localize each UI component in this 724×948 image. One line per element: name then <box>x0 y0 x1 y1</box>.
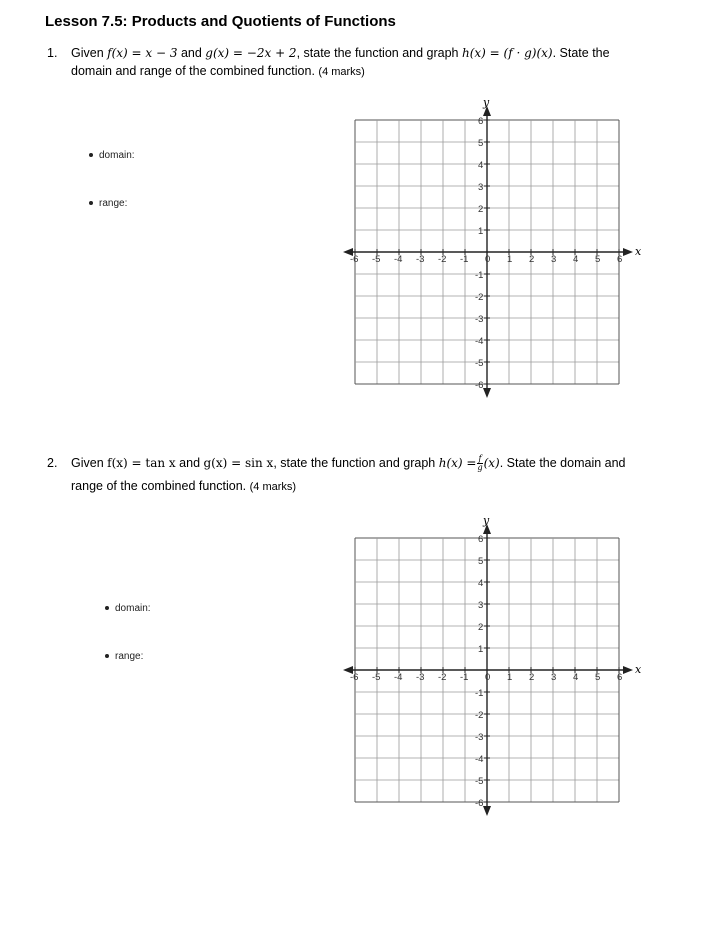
q-text: . State the domain and <box>499 456 626 470</box>
y-tick-label: 1 <box>478 226 484 237</box>
q-text: range of the combined function. <box>71 479 247 493</box>
bullet-icon <box>89 201 93 205</box>
range-label: range: <box>99 198 128 209</box>
y-tick-label: 6 <box>478 534 484 545</box>
q-text: and <box>177 46 206 60</box>
x-tick-label: -6 <box>350 254 359 265</box>
q-text: and <box>175 456 204 470</box>
marks-label: (4 marks) <box>318 66 365 78</box>
x-tick-label: 5 <box>595 672 601 683</box>
x-tick-label: -4 <box>394 672 403 683</box>
bullet-icon <box>105 654 109 658</box>
q-text: Given <box>71 46 108 60</box>
x-tick-label: -1 <box>460 672 469 683</box>
y-tick-label: -6 <box>475 380 484 391</box>
domain-label: domain: <box>115 603 151 614</box>
y-tick-label: 3 <box>478 182 484 193</box>
x-tick-label: -3 <box>416 672 425 683</box>
question-number: 1. <box>47 46 58 60</box>
y-axis-down-arrow-icon <box>483 388 491 398</box>
bullet-icon <box>105 606 109 610</box>
domain-prompt-2 <box>105 603 151 614</box>
question-2 <box>47 452 687 499</box>
page-title: Lesson 7.5: Products and Quotients of Functions <box>45 13 396 30</box>
y-tick-label: 3 <box>478 600 484 611</box>
domain-prompt-1 <box>89 150 135 161</box>
marks-label: (4 marks) <box>249 481 297 493</box>
f-expression: f(x) = x − 3 <box>107 46 178 60</box>
bullet-icon <box>89 153 93 157</box>
y-tick-label: -2 <box>475 710 484 721</box>
y-tick-label: -6 <box>475 798 484 809</box>
y-tick-label: 5 <box>478 138 484 149</box>
q-text: . State the <box>552 46 610 60</box>
x-tick-label: 1 <box>507 672 513 683</box>
fraction-f-over-g <box>477 455 482 472</box>
q-text: , state the function and graph <box>296 46 462 60</box>
g-expression: g(x) = −2x + 2 <box>205 46 297 60</box>
q-text: , state the function and graph <box>273 456 439 470</box>
x-tick-label: -5 <box>372 672 381 683</box>
question-1 <box>47 44 687 81</box>
question-number: 2. <box>47 456 58 470</box>
y-tick-label: 2 <box>478 204 484 215</box>
x-tick-label: -1 <box>460 254 469 265</box>
y-tick-label: 4 <box>478 578 484 589</box>
y-axis-down-arrow-icon <box>483 806 491 816</box>
f-expression: f(x) = tan x <box>107 456 176 470</box>
x-tick-label: 4 <box>573 254 579 265</box>
fraction-numerator: f <box>478 454 482 464</box>
y-tick-label: -4 <box>475 754 484 765</box>
x-tick-label: -3 <box>416 254 425 265</box>
x-axis-right-arrow-icon <box>623 248 633 256</box>
y-tick-label: -3 <box>475 314 484 325</box>
x-tick-label: 1 <box>507 254 513 265</box>
y-tick-label: 1 <box>478 644 484 655</box>
range-label: range: <box>115 651 144 662</box>
x-tick-label: -5 <box>372 254 381 265</box>
y-axis-label: y <box>483 514 490 527</box>
x-axis-right-arrow-icon <box>623 666 633 674</box>
y-tick-label: -3 <box>475 732 484 743</box>
x-tick-label: -2 <box>438 672 447 683</box>
h-expression-lhs: h(x) = <box>438 456 477 470</box>
y-tick-label: -1 <box>475 688 484 699</box>
x-axis-label: x <box>635 663 642 676</box>
x-tick-label: 6 <box>617 254 623 265</box>
x-tick-label: 5 <box>595 254 601 265</box>
fraction-denominator: g <box>477 463 483 473</box>
y-tick-label: -2 <box>475 292 484 303</box>
y-tick-label: -1 <box>475 270 484 281</box>
x-tick-label: 3 <box>551 254 557 265</box>
x-tick-label: -4 <box>394 254 403 265</box>
coordinate-grid-1 <box>340 96 650 402</box>
x-tick-label: -6 <box>350 672 359 683</box>
x-tick-label: 6 <box>617 672 623 683</box>
x-tick-label: 3 <box>551 672 557 683</box>
x-tick-label: 2 <box>529 254 535 265</box>
range-prompt-2 <box>105 651 143 662</box>
domain-label: domain: <box>99 150 135 161</box>
x-tick-label: 2 <box>529 672 535 683</box>
g-expression: g(x) = sin x <box>203 456 274 470</box>
h-expression-rhs: (x) <box>483 456 500 470</box>
x-tick-label: -2 <box>438 254 447 265</box>
y-axis-label: y <box>483 96 490 109</box>
x-axis-label: x <box>635 245 642 258</box>
q-text: domain and range of the combined function. <box>71 64 315 78</box>
y-tick-label: 5 <box>478 556 484 567</box>
y-tick-label: -5 <box>475 776 484 787</box>
range-prompt-1 <box>89 198 127 209</box>
x-tick-label: 0 <box>485 672 491 683</box>
y-tick-label: -4 <box>475 336 484 347</box>
y-tick-label: 4 <box>478 160 484 171</box>
y-tick-label: 2 <box>478 622 484 633</box>
h-expression: h(x) = (f · g)(x) <box>461 46 553 60</box>
x-tick-label: 0 <box>485 254 491 265</box>
y-tick-label: -5 <box>475 358 484 369</box>
q-text: Given <box>71 456 108 470</box>
x-tick-label: 4 <box>573 672 579 683</box>
y-tick-label: 6 <box>478 116 484 127</box>
coordinate-grid-2 <box>340 514 650 820</box>
